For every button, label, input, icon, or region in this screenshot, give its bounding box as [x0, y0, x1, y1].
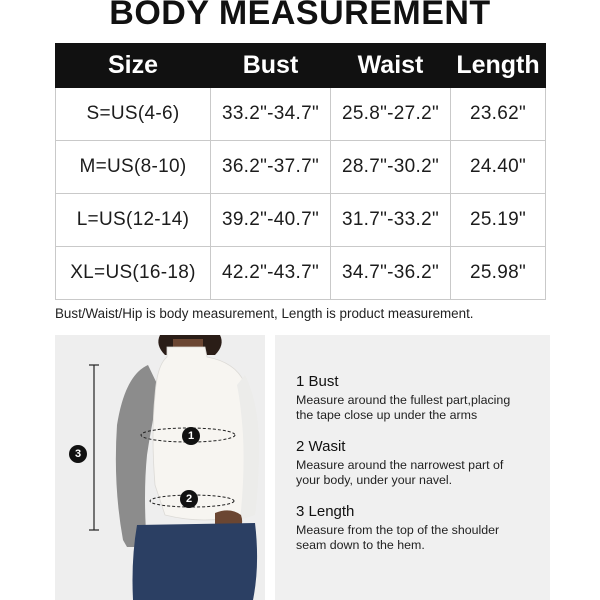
- bust-desc-line: Measure around the fullest part,placing: [296, 393, 511, 407]
- cell-waist: 34.7"-36.2": [331, 247, 451, 300]
- cell-length: 24.40": [451, 141, 546, 194]
- bust-instruction-desc: [296, 393, 546, 422]
- cell-waist: 25.8"-27.2": [331, 88, 451, 141]
- length-instruction-title: 3 Length: [296, 503, 355, 520]
- page-title: BODY MEASUREMENT: [109, 0, 491, 32]
- header-waist: Waist: [331, 44, 451, 88]
- waist-desc-line: your body, under your navel.: [296, 472, 453, 487]
- bust-marker: 1: [182, 427, 200, 445]
- header-size: Size: [56, 44, 211, 88]
- cell-size: XL=US(16-18): [56, 247, 211, 300]
- bust-desc-line: the tape close up under the arms: [296, 407, 478, 422]
- waist-desc-line: Measure around the narrowest part of: [296, 458, 504, 472]
- table-row: [56, 141, 546, 194]
- cell-waist: 28.7"-30.2": [331, 141, 451, 194]
- length-desc-line: Measure from the top of the shoulder: [296, 523, 500, 537]
- cell-bust: 39.2"-40.7": [211, 194, 331, 247]
- cell-size: L=US(12-14): [56, 194, 211, 247]
- waist-instruction-title: 2 Wasit: [296, 438, 346, 455]
- header-length: Length: [451, 44, 546, 88]
- table-header-row: [56, 44, 546, 88]
- size-chart-table: [55, 43, 546, 300]
- cell-bust: 36.2"-37.7": [211, 141, 331, 194]
- cell-bust: 42.2"-43.7": [211, 247, 331, 300]
- cell-bust: 33.2"-34.7": [211, 88, 331, 141]
- table-row: [56, 194, 546, 247]
- cell-size: M=US(8-10): [56, 141, 211, 194]
- bust-instruction: [296, 373, 546, 422]
- instructions-panel: [275, 335, 550, 600]
- waist-instruction-desc: [296, 458, 546, 487]
- model-jeans: [133, 523, 258, 600]
- measurement-note: Bust/Waist/Hip is body measurement, Length is product measurement.: [55, 306, 474, 321]
- length-instruction-desc: [296, 523, 546, 552]
- cell-waist: 31.7"-33.2": [331, 194, 451, 247]
- length-instruction: [296, 503, 546, 552]
- cell-length: 25.19": [451, 194, 546, 247]
- length-desc-line: seam down to the hem.: [296, 537, 425, 552]
- waist-instruction: [296, 438, 546, 487]
- cell-length: 25.98": [451, 247, 546, 300]
- bust-instruction-title: 1 Bust: [296, 373, 339, 390]
- table-row: [56, 247, 546, 300]
- cell-length: 23.62": [451, 88, 546, 141]
- length-marker: 3: [69, 445, 87, 463]
- table-row: [56, 88, 546, 141]
- cell-size: S=US(4-6): [56, 88, 211, 141]
- header-bust: Bust: [211, 44, 331, 88]
- waist-marker: 2: [180, 490, 198, 508]
- model-photo-panel: [55, 335, 265, 600]
- model-illustration: [55, 335, 265, 600]
